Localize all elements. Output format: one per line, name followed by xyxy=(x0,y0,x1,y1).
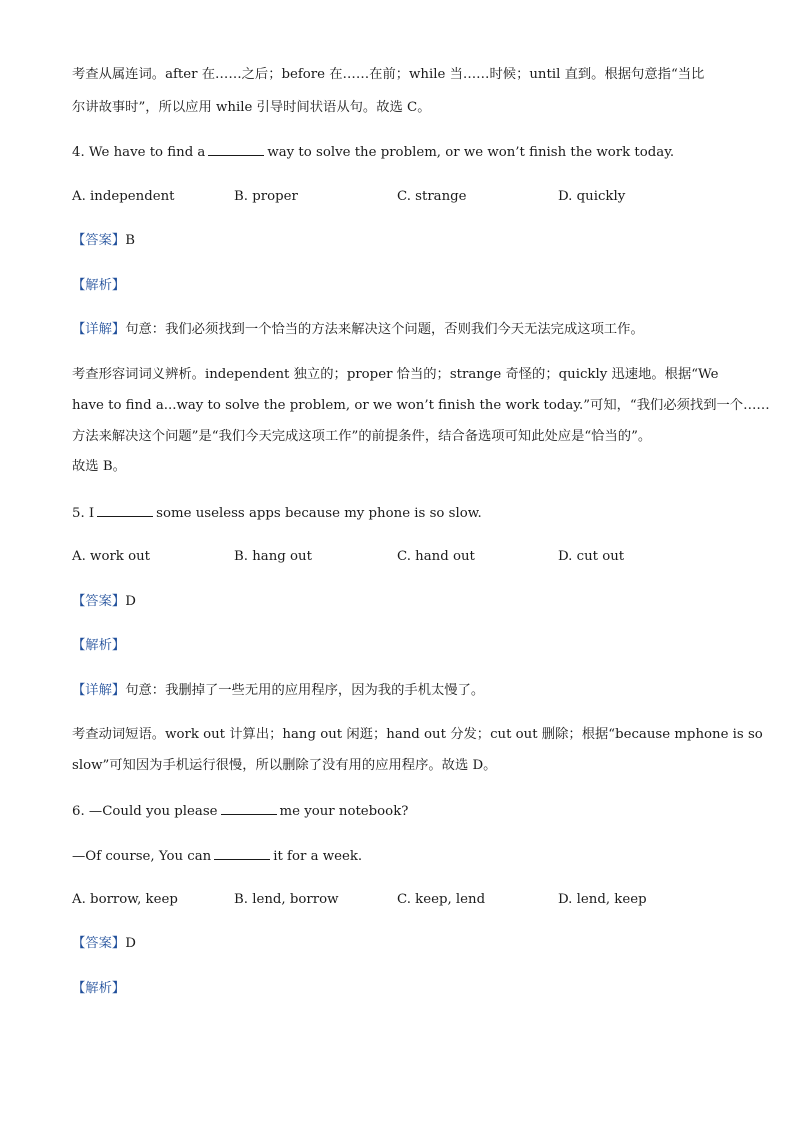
q4-options xyxy=(72,188,712,206)
intro-line-2: 尔讲故事时”，所以应用 while 引导时间状语从句。故选 C。 xyxy=(72,100,431,115)
q6-line-1-pre: 6. —Could you please xyxy=(72,804,218,819)
intro-line-1: 考查从属连词。after 在……之后；before 在……在前；while 当……时候；until 直到。根据句意指“当比 xyxy=(72,67,705,82)
q4-explanation-3: 方法来解决这个问题”是“我们今天完成这项工作”的前提条件，结合备选项可知此处应是“恰当的”。 xyxy=(72,429,652,444)
q4-detail xyxy=(72,321,644,339)
q5-detail-tag: 【详解】 xyxy=(72,683,126,698)
q4-detail-text: 句意：我们必须找到一个恰当的方法来解决这个问题，否则我们今天无法完成这项工作。 xyxy=(125,322,644,337)
q4-analysis xyxy=(72,277,125,295)
q4-answer-value: B xyxy=(125,233,135,248)
q5-answer xyxy=(72,593,136,611)
q5-blank xyxy=(97,504,153,517)
q5-stem-pre: 5. I xyxy=(72,506,95,521)
q4-answer xyxy=(72,232,135,250)
q5-stem-post: some useless apps because my phone is so slow. xyxy=(156,506,482,521)
q5-answer-value: D xyxy=(125,594,136,609)
q6-option-c: C. keep, lend xyxy=(397,892,486,907)
q6-answer-tag: 【答案】 xyxy=(72,936,126,951)
q5-answer-tag: 【答案】 xyxy=(72,594,126,609)
q4-option-d: D. quickly xyxy=(558,189,626,204)
q4-option-b: B. proper xyxy=(234,189,298,204)
q5-option-c: C. hand out xyxy=(397,549,475,564)
q6-line-2-post: it for a week. xyxy=(273,849,363,864)
q6-option-a: A. borrow, keep xyxy=(72,892,178,907)
q6-options xyxy=(72,891,712,909)
q4-answer-tag: 【答案】 xyxy=(72,233,126,248)
q4-option-c: C. strange xyxy=(397,189,467,204)
q5-stem xyxy=(72,504,482,523)
q6-line-2-pre: —Of course, You can xyxy=(72,849,212,864)
q4-stem xyxy=(72,143,674,162)
q4-explanation-4: 故选 B。 xyxy=(72,459,126,474)
q5-options xyxy=(72,548,712,566)
q4-stem-post: way to solve the problem, or we won’t finish the work today. xyxy=(267,145,675,160)
q4-analysis-tag: 【解析】 xyxy=(72,278,126,293)
q6-blank-1 xyxy=(221,802,277,815)
q4-option-a: A. independent xyxy=(72,189,175,204)
q6-line-2 xyxy=(72,847,362,866)
q4-blank xyxy=(208,143,264,156)
q4-stem-pre: 4. We have to find a xyxy=(72,145,206,160)
q6-option-d: D. lend, keep xyxy=(558,892,647,907)
q6-option-b: B. lend, borrow xyxy=(234,892,339,907)
q4-explanation-2: have to find a...way to solve the problem, or we won’t finish the work today.”可知，“我们必须找到一个…… xyxy=(72,398,770,413)
q6-answer-value: D xyxy=(125,936,136,951)
q5-detail xyxy=(72,682,484,700)
q5-analysis xyxy=(72,637,125,655)
q5-option-a: A. work out xyxy=(72,549,150,564)
q5-explanation-2: slow”可知因为手机运行很慢，所以删除了没有用的应用程序。故选 D。 xyxy=(72,758,497,773)
q6-analysis-tag: 【解析】 xyxy=(72,981,126,996)
q5-option-b: B. hang out xyxy=(234,549,312,564)
q5-explanation-1: 考查动词短语。work out 计算出；hang out 闲逛；hand out 分发；cut out 删除；根据“because mphone is so xyxy=(72,727,763,742)
q4-explanation-1: 考查形容词词义辨析。independent 独立的；proper 恰当的；strange 奇怪的；quickly 迅速地。根据“We xyxy=(72,367,719,382)
q5-option-d: D. cut out xyxy=(558,549,625,564)
q5-analysis-tag: 【解析】 xyxy=(72,638,126,653)
q6-line-1 xyxy=(72,802,408,821)
q6-analysis xyxy=(72,980,125,998)
q6-answer xyxy=(72,935,136,953)
q5-detail-text: 句意：我删掉了一些无用的应用程序，因为我的手机太慢了。 xyxy=(125,683,485,698)
q4-detail-tag: 【详解】 xyxy=(72,322,126,337)
q6-line-1-post: me your notebook? xyxy=(279,804,409,819)
q6-blank-2 xyxy=(214,847,270,860)
